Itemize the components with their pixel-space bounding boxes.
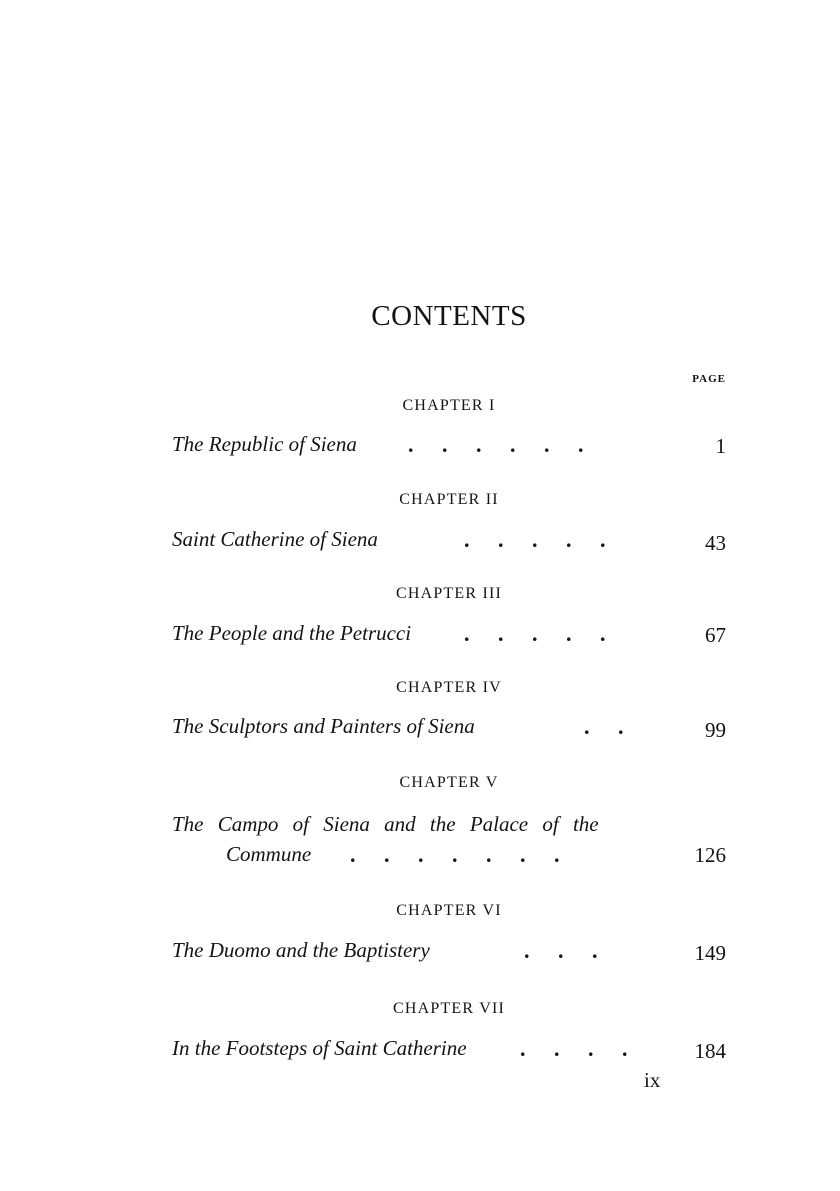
chapter-heading: CHAPTER I	[402, 397, 496, 414]
page-number: 43	[705, 531, 726, 555]
dot-leader: . . . . .	[464, 621, 606, 646]
chapter-title: The Sculptors and Painters of Siena	[172, 714, 475, 738]
chapter-title: The People and the Petrucci	[172, 621, 412, 645]
dot-leader: . . . . . . .	[350, 842, 560, 867]
chapter-title-continued: Commune	[226, 842, 312, 866]
chapter-title: The Republic of Siena	[172, 432, 357, 456]
page-title: CONTENTS	[371, 300, 527, 332]
chapter-title: The Campo of Siena and the Palace of the	[172, 812, 599, 836]
page-number: 1	[715, 434, 726, 458]
page-column-label: PAGE	[692, 373, 726, 385]
chapter-heading: CHAPTER VII	[392, 1000, 506, 1017]
dot-leader: . . . .	[520, 1036, 628, 1061]
page-number: 67	[705, 623, 726, 647]
page-number: 99	[705, 718, 726, 742]
chapter-heading: CHAPTER II	[399, 491, 499, 508]
dot-leader: . . .	[524, 938, 598, 963]
chapter-title: The Duomo and the Baptistery	[172, 938, 430, 962]
chapter-title: Saint Catherine of Siena	[172, 527, 378, 551]
page-number: 184	[694, 1039, 726, 1063]
dot-leader: . .	[584, 714, 624, 739]
folio-page-number: ix	[644, 1068, 661, 1092]
chapter-heading: CHAPTER IV	[396, 679, 502, 696]
dot-leader: . . . . . .	[408, 432, 584, 457]
chapter-heading: CHAPTER III	[395, 585, 503, 602]
chapter-title: In the Footsteps of Saint Catherine	[172, 1036, 467, 1060]
dot-leader: . . . . .	[464, 527, 606, 552]
page-number: 126	[694, 843, 726, 867]
page-number: 149	[694, 941, 726, 965]
chapter-heading: CHAPTER VI	[396, 902, 502, 919]
chapter-heading: CHAPTER V	[399, 774, 499, 791]
